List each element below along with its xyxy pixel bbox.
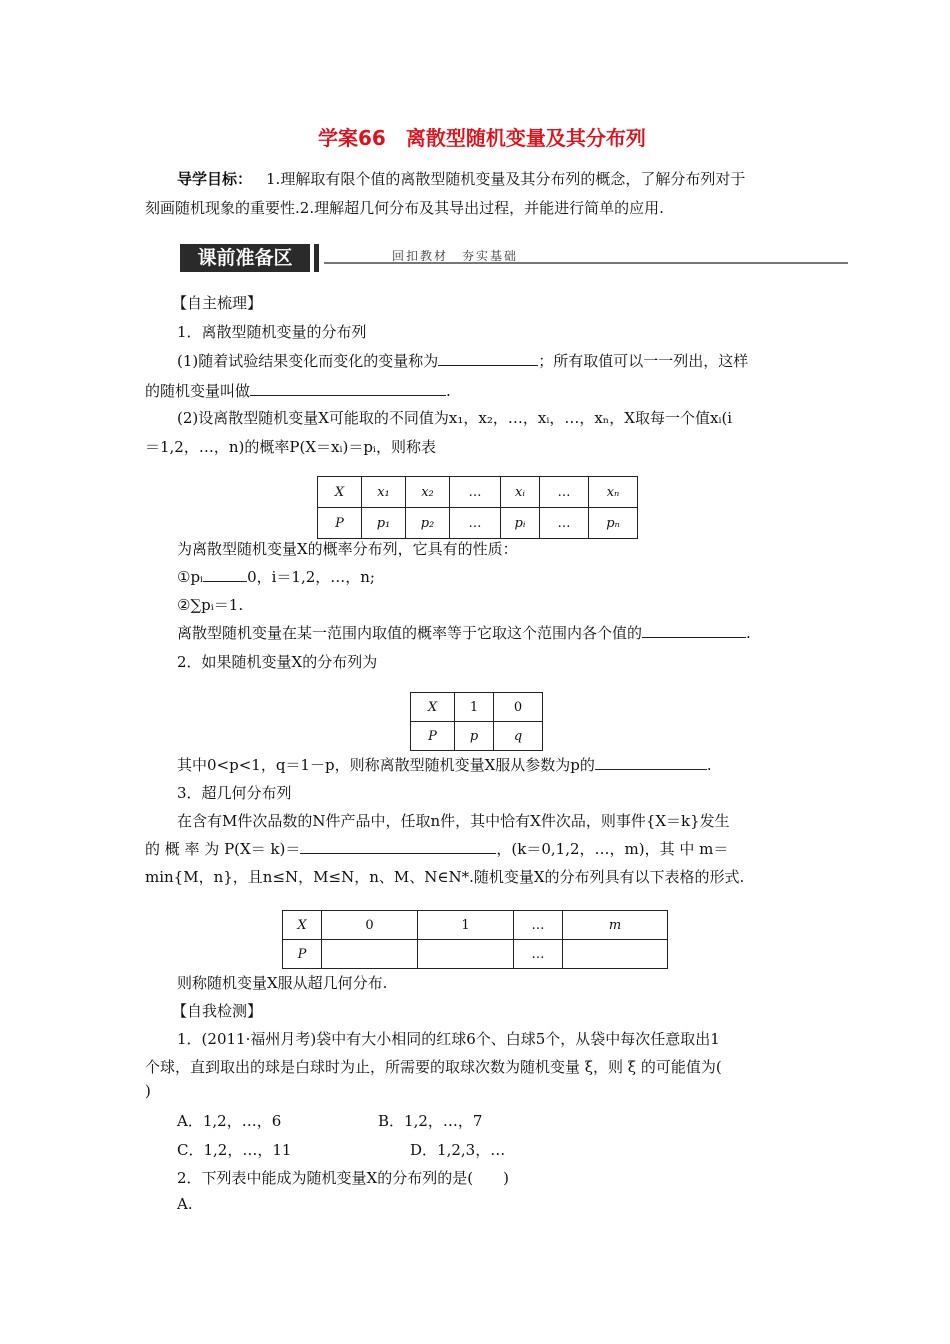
goals-line2: 刻画随机现象的重要性.2.理解超几何分布及其导出过程，并能进行简单的应用.	[145, 199, 664, 217]
table-cell: q	[494, 722, 543, 751]
table-cell: xᵢ	[501, 477, 540, 508]
table-cell: …	[540, 477, 589, 508]
item2-heading: 2．如果随机变量X的分布列为	[177, 653, 378, 671]
blank-2[interactable]	[250, 381, 446, 396]
after2b: .	[746, 624, 751, 642]
table-cell: …	[450, 508, 501, 539]
property-1	[177, 566, 375, 587]
distribution-table-1	[317, 476, 638, 539]
option-d[interactable]: D．1,2,3，…	[410, 1141, 506, 1159]
prop1a: ①pᵢ	[177, 568, 204, 586]
p1c: 的随机变量叫做	[145, 382, 251, 400]
table-cell: X	[318, 477, 362, 508]
p1a: (1)随着试验结果变化而变化的变量称为	[177, 352, 439, 370]
after-table2	[177, 754, 712, 775]
table-cell[interactable]	[322, 940, 418, 969]
q1-line3: )	[145, 1082, 151, 1100]
p1b: ；所有取值可以一一列出，这样	[538, 352, 749, 370]
table-cell: pₙ	[589, 508, 638, 539]
after-table1: 为离散型随机变量X的概率分布列，它具有的性质：	[177, 540, 518, 558]
table-cell: …	[514, 911, 563, 940]
hyp-line2	[145, 838, 728, 859]
table-cell: 1	[455, 693, 494, 722]
table-cell: m	[563, 911, 668, 940]
table-cell: P	[411, 722, 455, 751]
table-cell: xₙ	[589, 477, 638, 508]
prop1b: 0，i＝1,2，…，n;	[247, 568, 375, 586]
table-cell: …	[540, 508, 589, 539]
after-table3: 则称随机变量X服从超几何分布.	[177, 974, 388, 992]
option-b[interactable]: B．1,2，…，7	[378, 1112, 483, 1130]
blank-1[interactable]	[438, 351, 538, 366]
blank-3[interactable]	[203, 567, 247, 582]
hyp2a: 的 概 率 为 P(X＝ k)＝	[145, 840, 301, 858]
q2-option-a[interactable]: A.	[177, 1195, 193, 1213]
table-cell[interactable]	[418, 940, 514, 969]
blank-4[interactable]	[642, 623, 746, 638]
bernoulli-table	[410, 692, 543, 751]
goals-label: 导学目标：	[177, 170, 253, 188]
page-title: 学案66 离散型随机变量及其分布列	[318, 126, 646, 150]
hyp-line3: min{M，n}，且n≤N，M≤N，n、M、N∈N*.随机变量X的分布列具有以下表格的形式.	[145, 868, 745, 886]
table-cell: pᵢ	[501, 508, 540, 539]
option-a[interactable]: A．1,2，…，6	[177, 1112, 282, 1130]
table-cell: p₂	[406, 508, 450, 539]
banner-label: 课前准备区	[180, 244, 310, 272]
hypergeometric-table	[282, 910, 668, 969]
p2-line2: ＝1,2，…，n)的概率P(X＝xᵢ)＝pᵢ，则称表	[145, 438, 436, 456]
table-cell: X	[283, 911, 322, 940]
after3a: 其中0<p<1，q＝1－p，则称离散型随机变量X服从参数为p的	[177, 756, 595, 774]
blank-5[interactable]	[595, 755, 707, 770]
hyp-line1: 在含有M件次品数的N件产品中，任取n件，其中恰有X件次品，则事件{X＝k}发生	[177, 812, 730, 830]
p1d: .	[446, 382, 451, 400]
after2a: 离散型随机变量在某一范围内取值的概率等于它取这个范围内各个值的	[177, 624, 643, 642]
table-cell: 1	[418, 911, 514, 940]
section-heading-1: 【自主梳理】	[172, 294, 263, 312]
table-cell: 0	[322, 911, 418, 940]
blank-6[interactable]	[300, 839, 496, 854]
p2-line1: (2)设离散型随机变量X可能取的不同值为x₁，x₂，…，xᵢ，…，xₙ，X取每一个值xᵢ(i	[177, 409, 733, 427]
option-c[interactable]: C．1,2，…，11	[177, 1141, 292, 1159]
table-cell: x₁	[362, 477, 406, 508]
table-cell: …	[514, 940, 563, 969]
table-cell: P	[283, 940, 322, 969]
item1-heading: 1．离散型随机变量的分布列	[177, 323, 367, 341]
goals-text1: 1.理解取有限个值的离散型随机变量及其分布列的概念，了解分布列对于	[266, 170, 746, 188]
table-cell: p	[455, 722, 494, 751]
banner-divider	[314, 244, 319, 272]
table-cell[interactable]	[563, 940, 668, 969]
table-cell: x₂	[406, 477, 450, 508]
table-cell: 0	[494, 693, 543, 722]
table-cell: p₁	[362, 508, 406, 539]
property-2: ②∑pᵢ＝1.	[177, 596, 244, 614]
table-cell: P	[318, 508, 362, 539]
section-heading-2: 【自我检测】	[172, 1002, 263, 1020]
table-cell: X	[411, 693, 455, 722]
q1-line2: 个球，直到取出的球是白球时为止，所需要的取球次数为随机变量 ξ，则 ξ 的可能值为(	[145, 1058, 722, 1076]
q2-line: 2．下列表中能成为随机变量X的分布列的是( )	[177, 1169, 509, 1187]
goals-line1	[177, 168, 745, 189]
p1-line2	[145, 380, 451, 401]
banner-sub: 回扣教材 夯实基础	[392, 249, 519, 263]
table-cell: …	[450, 477, 501, 508]
hyp2b: ，(k＝0,1,2，…，m)，其 中 m＝	[496, 840, 729, 858]
q1-line1: 1．(2011·福州月考)袋中有大小相同的红球6个、白球5个，从袋中每次任意取出1	[177, 1030, 720, 1048]
after3b: .	[706, 756, 712, 774]
after-props	[177, 622, 751, 643]
item3-heading: 3．超几何分布列	[177, 784, 292, 802]
p1-line1	[177, 350, 748, 371]
